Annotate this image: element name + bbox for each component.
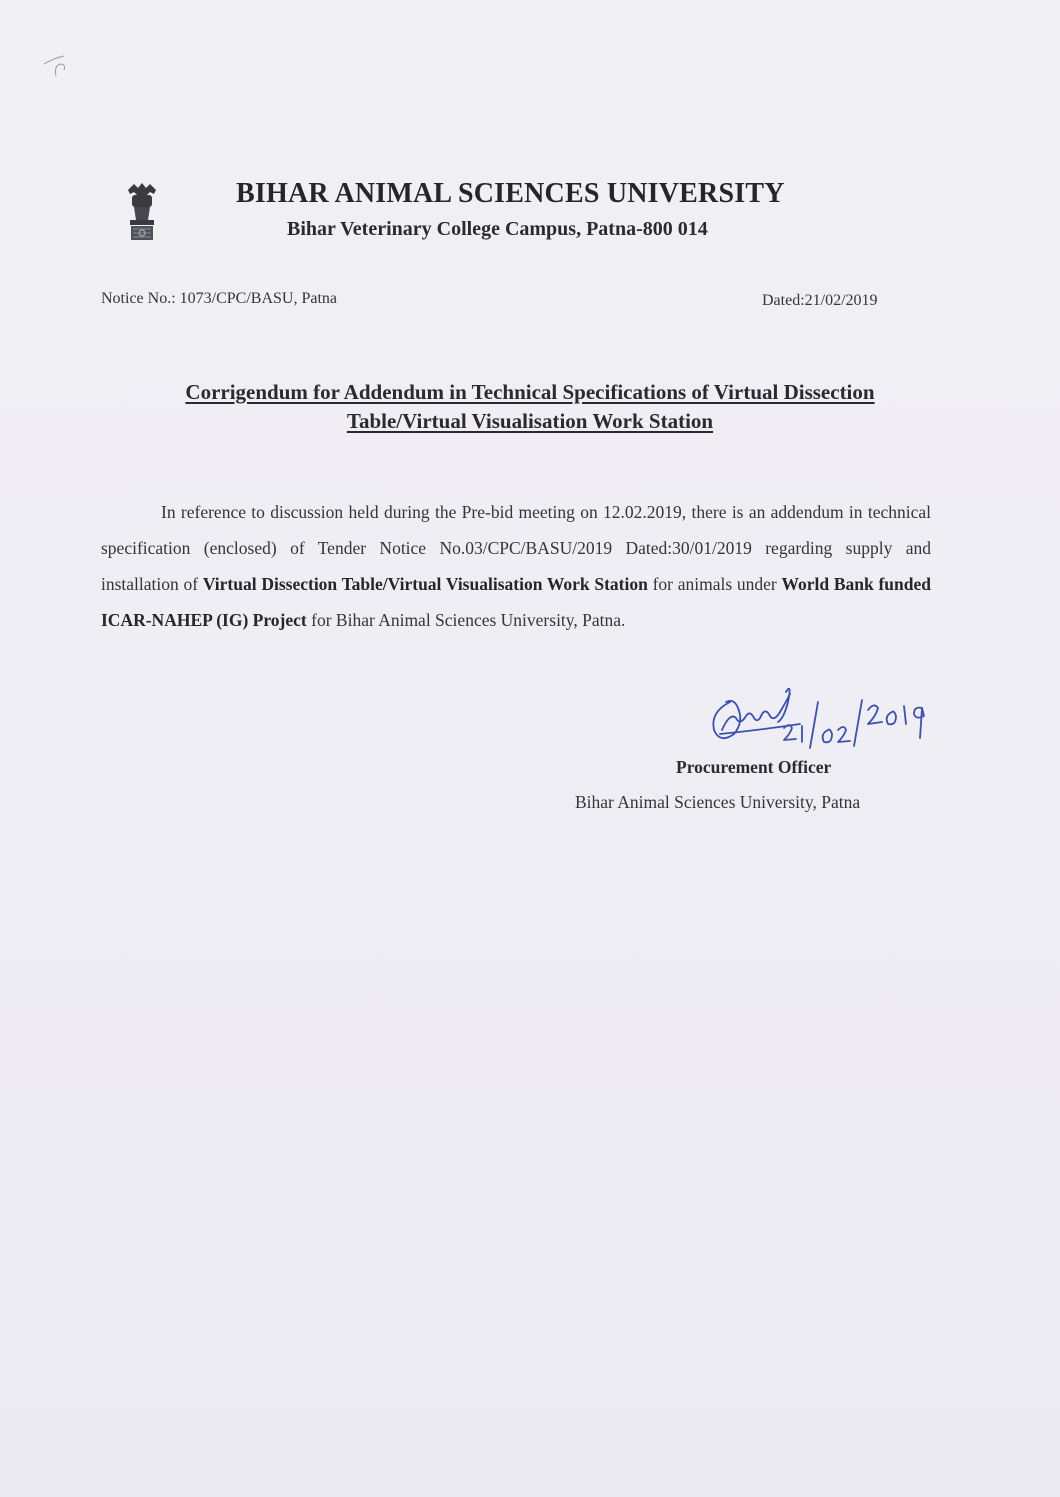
notice-body [101, 494, 931, 638]
signer-organization: Bihar Animal Sciences University, Patna [575, 792, 861, 812]
subject-line-1: Corrigendum for Addendum in Technical Specifications of Virtual Dissection [185, 380, 875, 404]
body-text-part-3: for Bihar Animal Sciences University, Patna. [306, 610, 626, 630]
notice-date: Dated:21/02/2019 [762, 292, 878, 309]
body-text-part-1: In reference to discussion held during the Pre-bid meeting on 12.02.2019, there is an addendum in technical specification (enclosed) of Tender Notice No.03/CPC/BASU/2019 Dated:30/01/2019 regarding supply and installation of [101, 502, 931, 594]
signer-title: Procurement Officer [676, 757, 832, 777]
subject-line-2: Table/Virtual Visualisation Work Station [346, 409, 714, 433]
notice-number: Notice No.: 1073/CPC/BASU, Patna [101, 290, 338, 307]
body-bold-1: Virtual Dissection Table/Virtual Visualisation Work Station [202, 574, 648, 594]
university-address: Bihar Veterinary College Campus, Patna-800 014 [287, 218, 708, 240]
scan-mark-icon [40, 52, 80, 92]
emblem-icon [120, 180, 164, 246]
body-text-part-2: for animals under [647, 574, 782, 594]
handwritten-signature [700, 672, 930, 752]
university-name: BIHAR ANIMAL SCIENCES UNIVERSITY [236, 178, 785, 209]
subject-heading [90, 378, 970, 436]
body-bold-2: World Bank funded ICAR-NAHEP (IG) Project [101, 574, 931, 630]
